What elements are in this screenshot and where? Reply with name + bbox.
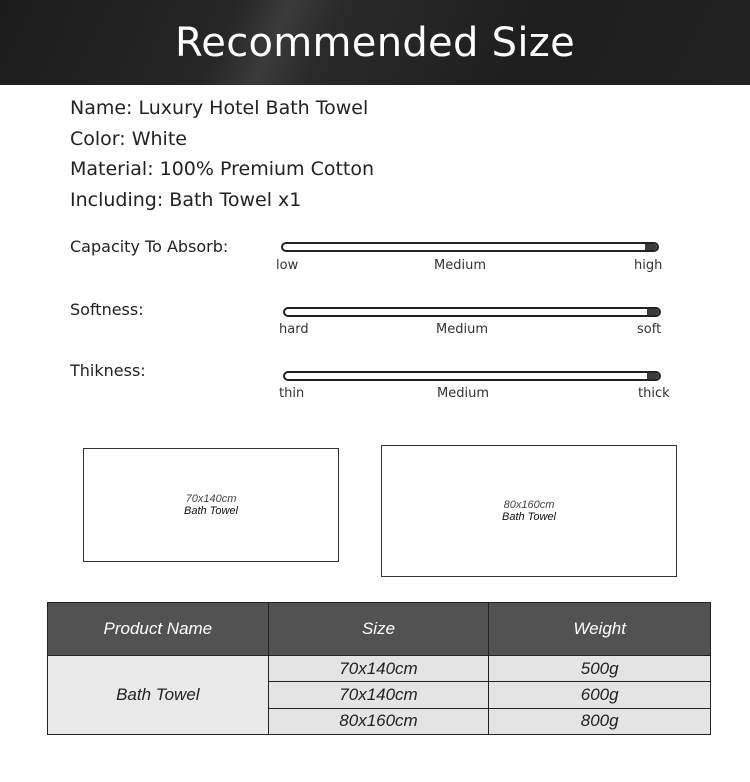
header-size: Size bbox=[268, 603, 489, 656]
thickness-label: Thikness: bbox=[70, 361, 146, 380]
thickness-high: thick bbox=[638, 386, 670, 401]
absorb-bar-fill bbox=[645, 244, 657, 250]
size-cell: 80x160cm bbox=[268, 708, 489, 734]
absorb-bar bbox=[281, 242, 659, 252]
table-row bbox=[48, 656, 711, 682]
header-weight: Weight bbox=[489, 603, 711, 656]
towel-name-label: Bath Towel bbox=[183, 505, 239, 517]
softness-bar bbox=[283, 307, 661, 317]
spec-table bbox=[47, 602, 711, 735]
towel-diagram-large bbox=[381, 445, 677, 577]
thickness-mid: Medium bbox=[437, 386, 489, 401]
absorb-high: high bbox=[634, 258, 663, 273]
product-info bbox=[70, 93, 374, 215]
table-header-row bbox=[48, 603, 711, 656]
absorb-low: low bbox=[276, 258, 299, 273]
product-color: Color: White bbox=[70, 127, 187, 150]
weight-cell: 600g bbox=[489, 682, 711, 708]
thickness-bar bbox=[283, 371, 661, 381]
towel-size-label: 70x140cm bbox=[185, 493, 237, 505]
towel-diagram-small bbox=[83, 448, 339, 562]
header-product-name: Product Name bbox=[48, 603, 269, 656]
softness-mid: Medium bbox=[436, 322, 488, 337]
page-title: Recommended Size bbox=[175, 19, 575, 66]
absorb-label: Capacity To Absorb: bbox=[70, 237, 229, 256]
absorb-mid: Medium bbox=[434, 258, 486, 273]
towel-size-label: 80x160cm bbox=[503, 499, 555, 511]
product-name: Name: Luxury Hotel Bath Towel bbox=[70, 97, 369, 119]
thickness-bar-fill bbox=[647, 373, 659, 379]
softness-bar-fill bbox=[647, 309, 659, 315]
softness-low: hard bbox=[279, 322, 309, 337]
weight-cell: 500g bbox=[489, 656, 711, 682]
product-name-cell: Bath Towel bbox=[48, 656, 269, 735]
weight-cell: 800g bbox=[489, 708, 711, 734]
product-material: Material: 100% Premium Cotton bbox=[70, 158, 375, 180]
size-cell: 70x140cm bbox=[268, 682, 489, 708]
towel-name-label: Bath Towel bbox=[501, 511, 557, 523]
size-cell: 70x140cm bbox=[268, 656, 489, 682]
header-banner bbox=[0, 0, 750, 85]
product-including: Including: Bath Towel x1 bbox=[70, 188, 302, 211]
softness-label: Softness: bbox=[70, 300, 144, 319]
thickness-low: thin bbox=[279, 386, 305, 401]
softness-high: soft bbox=[637, 322, 662, 337]
